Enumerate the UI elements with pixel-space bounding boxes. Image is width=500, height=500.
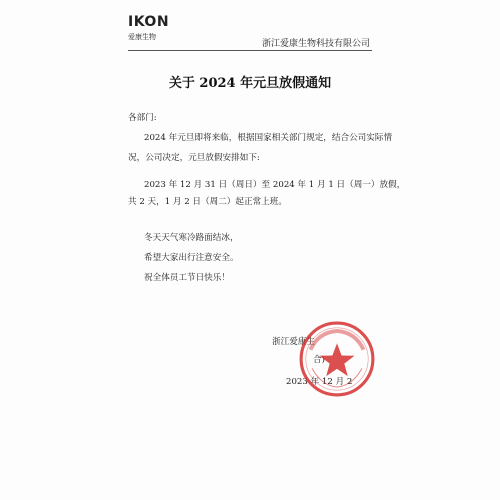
message-line-1: 冬天天气寒冷路面结冰，	[144, 233, 239, 243]
paragraph-2-line-1: 2023 年 12 月 31 日（周日）至 2024 年 1 月 1 日（周一）放假，	[144, 180, 406, 190]
header-company-name: 浙江爱康生物科技有限公司	[261, 39, 370, 49]
signature-company: 浙江爱康生	[272, 337, 315, 347]
header-divider	[128, 50, 372, 51]
logo-subtitle: 爱康生物	[128, 33, 156, 41]
paragraph-1-line-2: 况，公司决定，元旦放假安排如下:	[128, 153, 260, 163]
salutation: 各部门:	[128, 113, 157, 123]
signature-date: 2023 年 12 月 2	[286, 377, 353, 387]
paragraph-2-line-2: 共 2 天，1 月 2 日（周二）起正常上班。	[128, 197, 287, 207]
signature-fragment: 合)	[313, 355, 325, 365]
notice-title: 关于 2024 年元旦放假通知	[168, 76, 332, 91]
logo-mark: IKON	[128, 14, 170, 30]
paragraph-1-line-1: 2024 年元旦即将来临，根据国家相关部门规定，结合公司实际情	[144, 133, 393, 143]
message-line-3: 祝全体员工节日快乐！	[144, 273, 230, 283]
company-logo	[128, 14, 178, 48]
message-line-2: 希望大家出行注意安全。	[144, 253, 239, 263]
company-seal-stamp	[298, 320, 376, 398]
